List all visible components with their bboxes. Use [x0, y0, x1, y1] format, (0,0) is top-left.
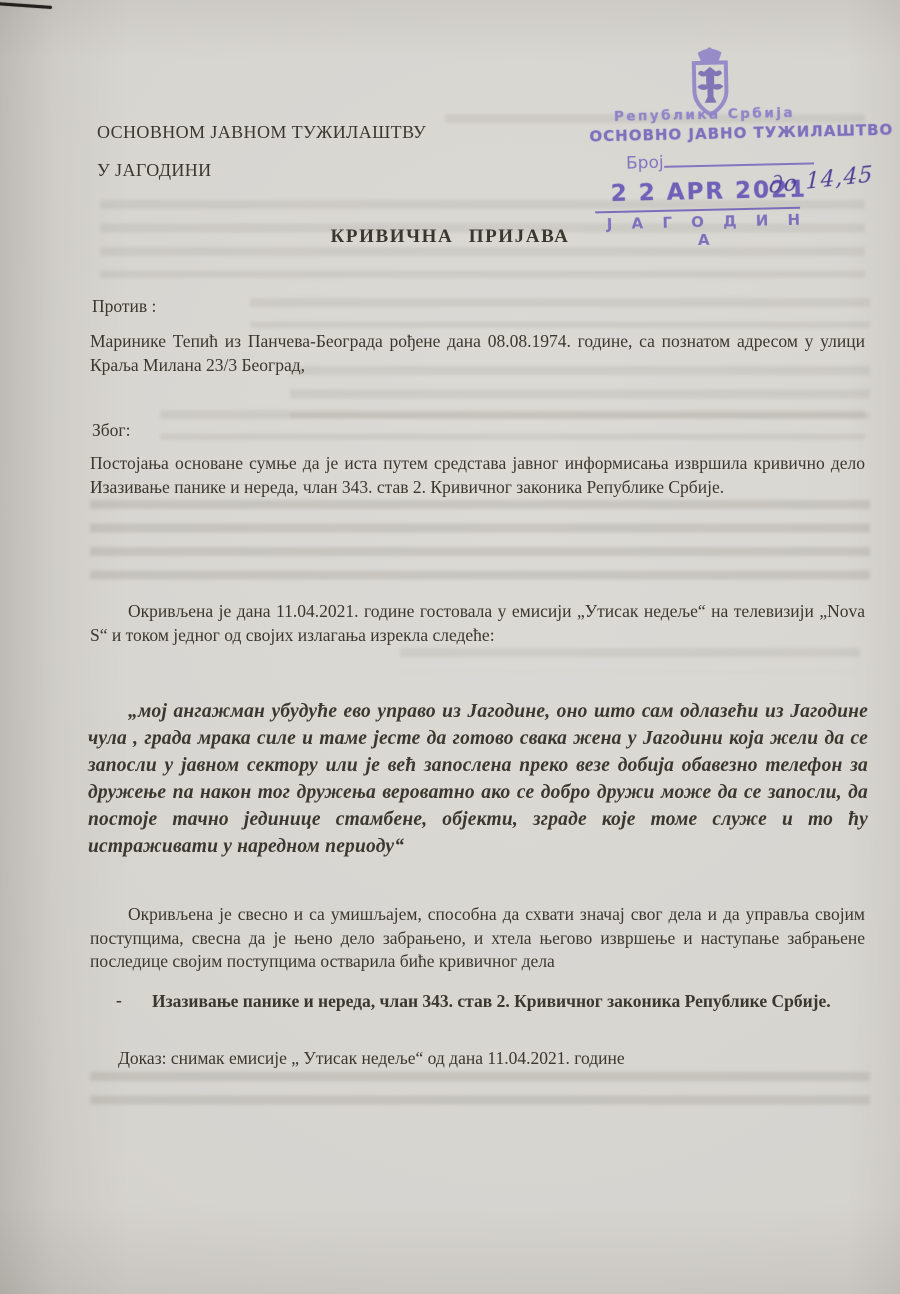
charge-dash-marker: -: [116, 990, 122, 1010]
addressee-block: [97, 122, 426, 180]
stamp-number-row: [626, 148, 814, 173]
quoted-statement: „мој ангажман убудуће ево управо из Јагодине, оно што сам одлазећи из Јагодине чула , града мрака силе и таме јесте да готово свака жена у Јагодини која жели да се запосли у јавном сектору или је већ запослена преко везе добија обавезно телефон за дружење па након тог дружења вероватно ако се добро дружи може да се запосли, да постоје тачно јединице стамбене, објекти, зграде које томе служе и то ћу истраживати у наредном периоду“: [88, 701, 868, 857]
stamp-office-line: ОСНОВНО ЈАВНО ТУЖИЛАШТВО: [589, 120, 894, 146]
bleed-through-text: [90, 1072, 870, 1118]
intro-paragraph: Окривљена је дана 11.04.2021. године гостовала у емисији „Утисак недеље“ на телевизији „Nova S“ и током једног од својих излагања изрекла следеће:: [90, 601, 865, 645]
addressee-line2: У ЈАГОДИНИ: [97, 160, 212, 180]
bleed-through-text: [400, 648, 860, 672]
stamp-number-blank-line: [663, 148, 813, 167]
addressee-line1: ОСНОВНОМ ЈАВНОМ ТУЖИЛАШТВУ: [97, 122, 427, 142]
charge-list-item: [116, 990, 846, 1014]
stamp-country-line: Република Србија: [613, 104, 796, 125]
bleed-through-text: [160, 410, 865, 440]
stamp-city-line: Ј А Г О Д И Н А: [606, 210, 808, 250]
bleed-through-text: [250, 298, 870, 328]
against-label: Против :: [92, 296, 157, 316]
bleed-through-text: [90, 500, 870, 592]
against-paragraph: Маринике Тепић из Панчева-Београда рођене дана 08.08.1974. године, са познатом адресом у улици Краља Милана 23/3 Београд,: [90, 331, 865, 375]
pen-edge-mark: [0, 2, 52, 9]
assessment-paragraph: Окривљена је свесно и са умишљајем, способна да схвати значај свог дела и да управља својим поступцима, свесна да је њено дело забрањено, и хтела његово извршење и наступање забрањене последице својим поступцима остварила биће кривичног дела: [90, 904, 865, 971]
handwritten-time-note: до 14,45: [768, 162, 874, 200]
stamp-number-label: Број: [625, 152, 664, 174]
evidence-line: Доказ: снимак емисије „ Утисак недеље“ од дана 11.04.2021. године: [118, 1048, 625, 1068]
because-paragraph: Постојања основане сумње да је иста путем средстава јавног информисања извршила кривично дело Изазивање панике и нереда, члан 343. став 2. Кривичног законика Републике Србије.: [90, 453, 865, 497]
stamp-date: 2 2 APR 2021: [610, 176, 808, 208]
document-title: КРИВИЧНА ПРИЈАВА: [330, 226, 570, 247]
because-label: Због:: [92, 420, 131, 440]
charge-text: Изазивање панике и нереда, члан 343. став 2. Кривичног законика Републике Србије.: [152, 991, 831, 1011]
